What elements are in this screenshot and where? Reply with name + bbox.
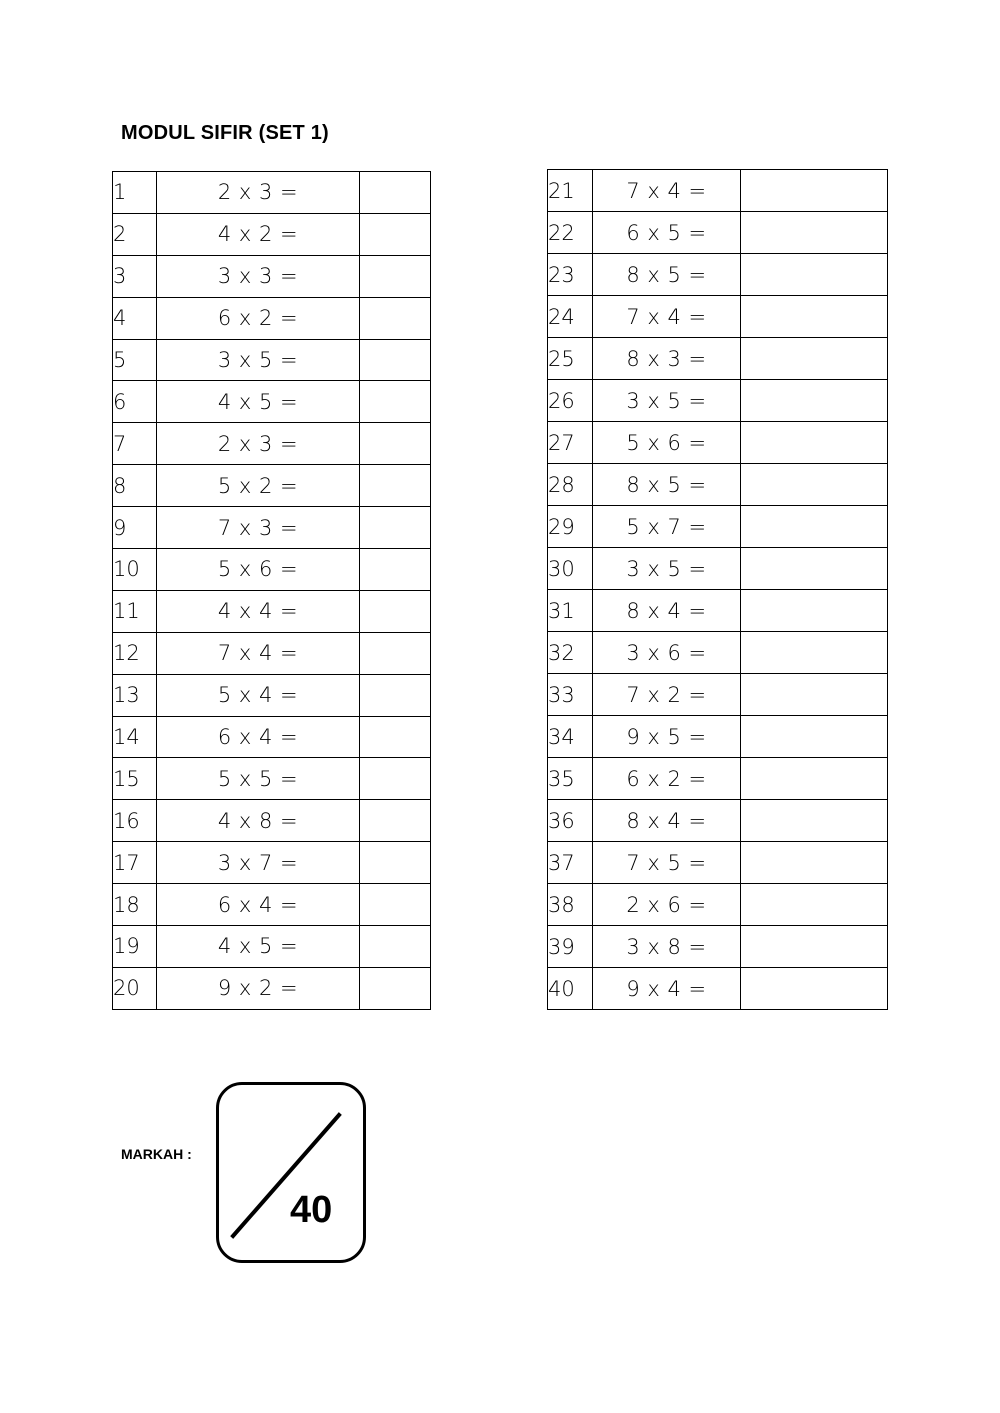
question-row — [113, 549, 431, 591]
answer-cell[interactable] — [741, 842, 888, 884]
question-row — [113, 926, 431, 968]
question-row — [548, 758, 888, 800]
question-number: 37 — [548, 842, 593, 884]
question-text: 7 x 4 = — [593, 170, 741, 212]
question-row — [548, 968, 888, 1010]
question-row — [113, 339, 431, 381]
question-number: 39 — [548, 926, 593, 968]
answer-cell[interactable] — [360, 632, 431, 674]
question-number: 24 — [548, 296, 593, 338]
question-number: 9 — [113, 507, 157, 549]
question-number: 15 — [113, 758, 157, 800]
answer-cell[interactable] — [741, 338, 888, 380]
question-text: 6 x 2 = — [157, 297, 360, 339]
question-number: 25 — [548, 338, 593, 380]
question-number: 6 — [113, 381, 157, 423]
question-number: 33 — [548, 674, 593, 716]
question-row — [548, 380, 888, 422]
answer-cell[interactable] — [741, 674, 888, 716]
question-row — [548, 506, 888, 548]
question-row — [548, 800, 888, 842]
question-row — [113, 884, 431, 926]
question-text: 5 x 4 = — [157, 674, 360, 716]
question-row — [113, 381, 431, 423]
question-text: 5 x 6 = — [157, 549, 360, 591]
question-number: 14 — [113, 716, 157, 758]
answer-cell[interactable] — [360, 172, 431, 214]
answer-cell[interactable] — [741, 296, 888, 338]
answer-cell[interactable] — [741, 968, 888, 1010]
question-number: 26 — [548, 380, 593, 422]
question-number: 20 — [113, 967, 157, 1009]
score-slash — [219, 1085, 363, 1260]
question-row — [548, 170, 888, 212]
question-row — [548, 632, 888, 674]
answer-cell[interactable] — [360, 967, 431, 1009]
answer-cell[interactable] — [360, 884, 431, 926]
answer-cell[interactable] — [360, 339, 431, 381]
question-text: 8 x 5 = — [593, 254, 741, 296]
question-number: 28 — [548, 464, 593, 506]
answer-cell[interactable] — [360, 758, 431, 800]
question-row — [113, 255, 431, 297]
answer-cell[interactable] — [741, 212, 888, 254]
question-number: 30 — [548, 548, 593, 590]
question-row — [113, 842, 431, 884]
answer-cell[interactable] — [741, 884, 888, 926]
question-row — [548, 590, 888, 632]
question-text: 2 x 3 = — [157, 172, 360, 214]
answer-cell[interactable] — [360, 255, 431, 297]
question-text: 2 x 6 = — [593, 884, 741, 926]
question-text: 4 x 5 = — [157, 381, 360, 423]
answer-cell[interactable] — [360, 590, 431, 632]
answer-cell[interactable] — [741, 590, 888, 632]
question-number: 8 — [113, 465, 157, 507]
question-text: 9 x 5 = — [593, 716, 741, 758]
question-text: 3 x 8 = — [593, 926, 741, 968]
question-number: 4 — [113, 297, 157, 339]
question-row — [113, 967, 431, 1009]
question-number: 5 — [113, 339, 157, 381]
answer-cell[interactable] — [360, 926, 431, 968]
answer-cell[interactable] — [741, 632, 888, 674]
question-table-right — [547, 169, 888, 1010]
question-row — [548, 422, 888, 464]
worksheet-title: MODUL SIFIR (SET 1) — [121, 122, 329, 144]
question-number: 12 — [113, 632, 157, 674]
question-row — [113, 632, 431, 674]
question-number: 32 — [548, 632, 593, 674]
question-number: 40 — [548, 968, 593, 1010]
answer-cell[interactable] — [360, 297, 431, 339]
answer-cell[interactable] — [741, 758, 888, 800]
answer-cell[interactable] — [360, 381, 431, 423]
question-number: 31 — [548, 590, 593, 632]
question-text: 2 x 3 = — [157, 423, 360, 465]
question-text: 7 x 5 = — [593, 842, 741, 884]
score-box — [216, 1082, 366, 1263]
question-number: 21 — [548, 170, 593, 212]
question-number: 1 — [113, 172, 157, 214]
question-row — [548, 464, 888, 506]
answer-cell[interactable] — [741, 170, 888, 212]
question-row — [113, 172, 431, 214]
answer-cell[interactable] — [741, 800, 888, 842]
answer-cell[interactable] — [360, 842, 431, 884]
question-number: 3 — [113, 255, 157, 297]
question-text: 3 x 6 = — [593, 632, 741, 674]
question-text: 8 x 4 = — [593, 590, 741, 632]
question-text: 3 x 5 = — [593, 380, 741, 422]
question-text: 6 x 4 = — [157, 884, 360, 926]
question-number: 36 — [548, 800, 593, 842]
question-number: 34 — [548, 716, 593, 758]
question-number: 7 — [113, 423, 157, 465]
question-number: 13 — [113, 674, 157, 716]
question-text: 7 x 4 = — [593, 296, 741, 338]
question-row — [548, 842, 888, 884]
question-row — [548, 674, 888, 716]
question-text: 4 x 5 = — [157, 926, 360, 968]
question-row — [548, 926, 888, 968]
question-number: 35 — [548, 758, 593, 800]
question-text: 7 x 3 = — [157, 507, 360, 549]
score-total: 40 — [290, 1189, 333, 1231]
question-text: 3 x 5 = — [593, 548, 741, 590]
question-text: 8 x 4 = — [593, 800, 741, 842]
question-row — [113, 800, 431, 842]
question-row — [113, 716, 431, 758]
answer-cell[interactable] — [741, 548, 888, 590]
score-label: MARKAH : — [121, 1146, 192, 1162]
question-text: 7 x 4 = — [157, 632, 360, 674]
question-number: 22 — [548, 212, 593, 254]
question-row — [113, 297, 431, 339]
question-number: 18 — [113, 884, 157, 926]
question-row — [548, 212, 888, 254]
question-row — [548, 254, 888, 296]
question-number: 17 — [113, 842, 157, 884]
question-row — [548, 548, 888, 590]
question-text: 8 x 5 = — [593, 464, 741, 506]
question-text: 4 x 8 = — [157, 800, 360, 842]
question-text: 9 x 4 = — [593, 968, 741, 1010]
question-text: 6 x 4 = — [157, 716, 360, 758]
question-row — [548, 716, 888, 758]
question-row — [548, 338, 888, 380]
question-number: 19 — [113, 926, 157, 968]
answer-cell[interactable] — [360, 800, 431, 842]
question-text: 3 x 5 = — [157, 339, 360, 381]
question-text: 7 x 2 = — [593, 674, 741, 716]
answer-cell[interactable] — [741, 716, 888, 758]
question-row — [113, 423, 431, 465]
question-number: 16 — [113, 800, 157, 842]
question-number: 23 — [548, 254, 593, 296]
answer-cell[interactable] — [360, 213, 431, 255]
question-number: 10 — [113, 549, 157, 591]
question-text: 6 x 2 = — [593, 758, 741, 800]
question-text: 5 x 5 = — [157, 758, 360, 800]
answer-cell[interactable] — [741, 926, 888, 968]
answer-cell[interactable] — [360, 549, 431, 591]
question-row — [113, 465, 431, 507]
question-number: 11 — [113, 590, 157, 632]
question-text: 4 x 4 = — [157, 590, 360, 632]
question-number: 2 — [113, 213, 157, 255]
question-text: 9 x 2 = — [157, 967, 360, 1009]
question-row — [548, 884, 888, 926]
answer-cell[interactable] — [360, 465, 431, 507]
question-text: 3 x 7 = — [157, 842, 360, 884]
question-text: 5 x 7 = — [593, 506, 741, 548]
question-text: 4 x 2 = — [157, 213, 360, 255]
answer-cell[interactable] — [360, 423, 431, 465]
question-text: 6 x 5 = — [593, 212, 741, 254]
question-row — [113, 590, 431, 632]
question-text: 3 x 3 = — [157, 255, 360, 297]
answer-cell[interactable] — [741, 506, 888, 548]
answer-cell[interactable] — [741, 464, 888, 506]
answer-cell[interactable] — [360, 716, 431, 758]
answer-cell[interactable] — [360, 674, 431, 716]
answer-cell[interactable] — [741, 380, 888, 422]
question-text: 8 x 3 = — [593, 338, 741, 380]
question-text: 5 x 2 = — [157, 465, 360, 507]
answer-cell[interactable] — [741, 254, 888, 296]
question-table-left — [112, 171, 431, 1010]
question-text: 5 x 6 = — [593, 422, 741, 464]
question-row — [548, 296, 888, 338]
answer-cell[interactable] — [741, 422, 888, 464]
question-row — [113, 507, 431, 549]
question-number: 27 — [548, 422, 593, 464]
answer-cell[interactable] — [360, 507, 431, 549]
question-number: 38 — [548, 884, 593, 926]
question-row — [113, 758, 431, 800]
question-row — [113, 674, 431, 716]
question-number: 29 — [548, 506, 593, 548]
question-row — [113, 213, 431, 255]
